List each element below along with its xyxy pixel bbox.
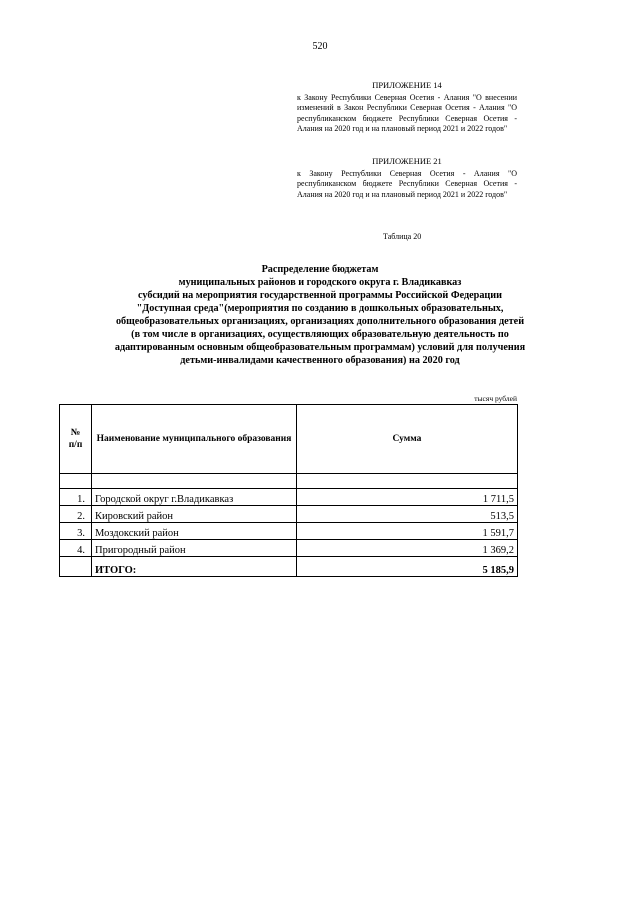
appendix-14-title: ПРИЛОЖЕНИЕ 14 — [372, 80, 442, 90]
title-line: Распределение бюджетам — [261, 264, 379, 275]
row-number: 3. — [60, 523, 92, 540]
table-total-row — [60, 557, 518, 577]
header-number-symbol: № — [70, 428, 81, 438]
title-line: "Доступная среда"(мероприятия по созданию в дошкольных образовательных, — [136, 303, 504, 314]
appendix-21-title: ПРИЛОЖЕНИЕ 21 — [372, 156, 442, 166]
header-name: Наименование муниципального образования — [92, 405, 297, 474]
units-label: тысяч рублей — [474, 394, 517, 403]
subsidy-table — [59, 404, 518, 577]
title-line: (в том числе в организациях, осуществляющих образовательную деятельность по — [131, 329, 509, 340]
appendix-21-text: к Закону Республики Северная Осетия - Алания "О республиканском бюджете Республики Северная Осетия - Алания на 2020 год и на плановый период 2021 и 2022 годов" — [297, 168, 517, 199]
table-header-row — [60, 405, 518, 474]
table-row — [60, 506, 518, 523]
page-number: 520 — [312, 41, 328, 52]
row-sum: 1 591,7 — [297, 523, 518, 540]
appendix-14-block — [297, 80, 517, 135]
total-sum: 5 185,9 — [297, 557, 518, 577]
row-number: 4. — [60, 540, 92, 557]
title-line: муниципальных районов и городского округа г. Владикавказ — [178, 277, 462, 288]
appendix-21-block — [297, 156, 517, 200]
row-sum: 1 369,2 — [297, 540, 518, 557]
table-row — [60, 489, 518, 506]
row-sum: 513,5 — [297, 506, 518, 523]
total-label: ИТОГО: — [92, 557, 297, 577]
table-spacer-row — [60, 474, 518, 489]
appendix-14-text: к Закону Республики Северная Осетия - Алания "О внесении изменений в Закон Республики Северная Осетия - Алания "О республиканском бюджете Республики Северная Осетия - Алания на 2020 год и на плановый период 2021 и 2022 годов" — [297, 92, 517, 134]
table-row — [60, 523, 518, 540]
title-line: субсидий на мероприятия государственной программы Российской Федерации — [137, 290, 503, 301]
header-number-abbr: п/п — [68, 440, 83, 450]
row-number: 1. — [60, 489, 92, 506]
header-number — [60, 405, 92, 474]
row-sum: 1 711,5 — [297, 489, 518, 506]
row-name: Моздокский район — [92, 523, 297, 540]
row-name: Кировский район — [92, 506, 297, 523]
title-line: адаптированным основным общеобразовательным программам) условий для получения — [114, 342, 526, 353]
table-row — [60, 540, 518, 557]
row-name: Пригородный район — [92, 540, 297, 557]
header-sum: Сумма — [297, 405, 518, 474]
row-number: 2. — [60, 506, 92, 523]
title-line: детьми-инвалидами качественного образования) на 2020 год — [180, 355, 460, 366]
row-name: Городской округ г.Владикавказ — [92, 489, 297, 506]
document-title — [40, 263, 600, 367]
table-number: Таблица 20 — [383, 232, 422, 241]
title-line: общеобразовательных организациях, организациях дополнительного образования детей — [115, 316, 525, 327]
